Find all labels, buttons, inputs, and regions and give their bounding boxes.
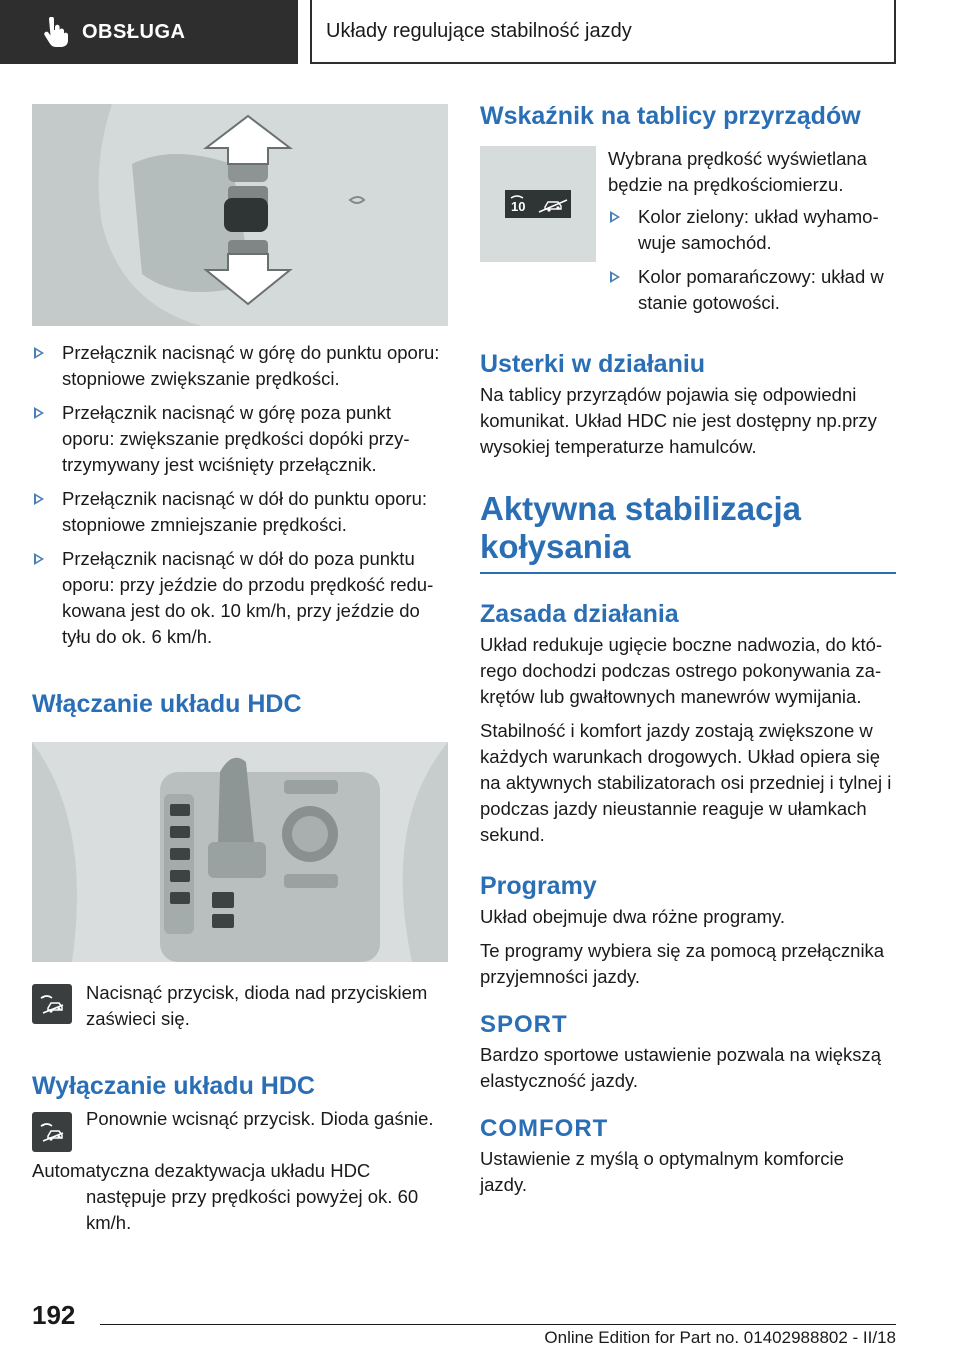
indicator-text: Wybrana prędkość wyświetlana będzie na prędkościomierzu. (608, 148, 867, 195)
indicator-heading: Wskaźnik na tablicy przyrządów (480, 102, 861, 130)
list-item: Przełącznik nacisnąć w dół do punktu oporu: stopniowe zmniejszanie prędkości. (32, 486, 448, 538)
indicator-description (608, 146, 896, 324)
center-console-illustration (32, 742, 448, 962)
programs-text-1: Układ obejmuje dwa różne programy. (480, 906, 786, 927)
hdc-off-heading: Wyłączanie układu HDC (32, 1072, 315, 1100)
list-item: Kolor pomarańczowy: układ w stanie gotowości. (608, 264, 896, 316)
page-number: 192 (32, 1300, 76, 1330)
triangle-bullet-icon (34, 553, 44, 565)
hdc-on-text: Nacisnąć przycisk, dioda nad przyciskiem zaświeci się. (86, 982, 428, 1029)
page-header-title: Układy regulujące stabilność jazdy (310, 0, 896, 64)
hdc-button-icon (32, 984, 72, 1024)
list-item: Kolor zielony: układ wyhamowuje samochód. (608, 204, 896, 256)
triangle-bullet-icon (34, 407, 44, 419)
triangle-bullet-icon (34, 347, 44, 359)
switch-bullet-list (32, 340, 448, 650)
list-item: Przełącznik nacisnąć w górę do punktu oporu: stopniowe zwiększanie prędkości. (32, 340, 448, 392)
sport-text: Bardzo sportowe ustawienie pozwala na większą elastyczność jazdy. (480, 1044, 882, 1091)
chapter-divider (480, 572, 896, 574)
section-label: OBSŁUGA (82, 20, 186, 43)
indicator-bullet-list (608, 204, 896, 316)
indicator-section (480, 146, 896, 324)
hand-pointer-icon (40, 17, 68, 47)
indicator-image (480, 146, 596, 262)
faults-text: Na tablicy przyrządów pojawia się odpowiedni komunikat. Układ HDC nie jest dostępny np.przy wysokiej temperaturze hamulców. (480, 384, 877, 457)
hdc-off-instruction (32, 1106, 448, 1152)
steering-wheel-illustration (32, 104, 448, 326)
principle-text-1: Układ redukuje ugięcie boczne nadwozia, do którego dochodzi podczas ostrego pokonywania zakrętów lub gwałtownych manewrów wymijania. (480, 634, 883, 707)
left-column (32, 104, 448, 1236)
list-item: Przełącznik nacisnąć w górę poza punkt oporu: zwiększanie prędkości dopóki przytrzymywany jest wciśnięty przełącznik. (32, 400, 448, 478)
hdc-button-icon (32, 1112, 72, 1152)
right-column (480, 100, 896, 1198)
triangle-bullet-icon (34, 493, 44, 505)
principle-heading: Zasada działania (480, 600, 679, 628)
chapter-heading: Aktywna stabilizacja kołysania (480, 490, 801, 565)
faults-heading: Usterki w działaniu (480, 350, 706, 378)
indicator-display (505, 190, 571, 218)
sport-heading: SPORT (480, 1011, 568, 1038)
comfort-text: Ustawienie z myślą o optymalnym komforcie jazdy. (480, 1148, 844, 1195)
triangle-bullet-icon (610, 211, 620, 223)
section-tab[interactable] (0, 0, 298, 64)
indicator-speed-value: 10 (511, 199, 526, 214)
triangle-bullet-icon (610, 271, 620, 283)
footer-divider (100, 1324, 896, 1325)
footer-edition: Online Edition for Part no. 01402988802 - II/18 (544, 1328, 896, 1347)
programs-heading: Programy (480, 872, 597, 900)
center-console-image (32, 742, 448, 962)
hdc-off-text: Ponownie wcisnąć przycisk. Dioda gaśnie. (86, 1108, 434, 1129)
hdc-on-instruction (32, 980, 448, 1032)
comfort-heading: COMFORT (480, 1115, 609, 1142)
list-item: Przełącznik nacisnąć w dół do poza punktu oporu: przy jeździe do przodu prędkość redukowana jest do ok. 10 km/h, przy jeździe do tyłu do ok. 6 km/h. (32, 546, 448, 650)
principle-text-2: Stabilność i komfort jazdy zostają zwiększone w każdych warunkach drogowych. Układ opiera się na aktywnych stabilizatorach osi przedniej i tylnej i podczas jazdy nieustannie reaguje w ułamkach sekund. (480, 720, 892, 845)
steering-wheel-switch-image (32, 104, 448, 326)
hdc-auto-off-text: Automatyczna dezaktywacja układu HDC następuje przy prędkości powyżej ok. 60 km/h. (32, 1160, 419, 1233)
programs-text-2: Te programy wybiera się za pomocą przełącznika przyjemności jazdy. (480, 940, 885, 987)
hdc-on-heading: Włączanie układu HDC (32, 690, 302, 718)
